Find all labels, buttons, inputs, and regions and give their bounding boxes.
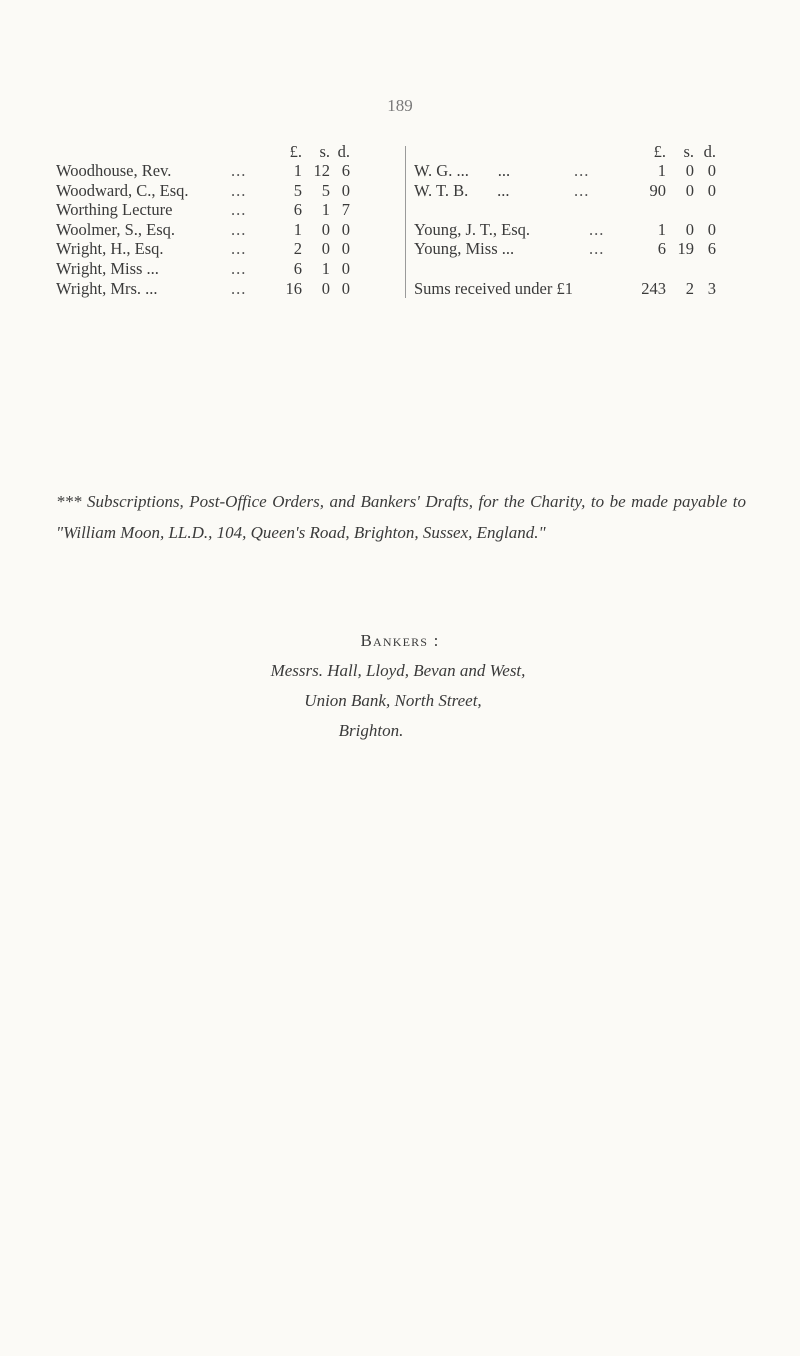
amount-shillings: 5 (321, 180, 330, 200)
column-headers (414, 143, 714, 161)
leader-dots: ... (231, 239, 247, 259)
amount-pence: 6 (707, 239, 716, 259)
amount-pounds: 1 (293, 161, 302, 180)
amount-pence: 6 (341, 161, 350, 180)
subscriber-name: Young, J. T., Esq. (414, 219, 530, 239)
amount-pence: 3 (707, 278, 716, 298)
amount-shillings: 0 (685, 180, 694, 200)
pounds-header: £. (289, 142, 302, 161)
amount-pence: 7 (341, 200, 350, 220)
subscriber-name: W. G. ... ... (414, 161, 511, 180)
list-item (56, 220, 394, 240)
amount-pounds: 1 (657, 219, 666, 239)
list-item (56, 200, 394, 220)
amount-pounds: 2 (293, 239, 302, 259)
list-item (414, 259, 714, 279)
amount-pence: 0 (341, 239, 350, 259)
bankers-line: Messrs. Hall, Lloyd, Bevan and West, (270, 661, 526, 680)
subscriber-name: Woolmer, S., Esq. (56, 219, 176, 239)
subscriber-name: Young, Miss ... (414, 239, 515, 259)
list-item (56, 181, 394, 201)
leader-dots: ... (589, 239, 605, 259)
amount-pounds: 243 (641, 278, 666, 298)
pounds-header: £. (653, 142, 666, 161)
subscription-list-right (405, 142, 716, 298)
subscription-list-left (56, 143, 394, 298)
subscriber-name: Sums received under £1 (414, 278, 573, 298)
bankers-line: Brighton. (338, 721, 404, 740)
bankers-title: Bankers : (360, 631, 440, 650)
list-item (56, 259, 394, 279)
amount-shillings: 0 (321, 239, 330, 259)
amount-shillings: 12 (313, 161, 330, 180)
amount-shillings: 0 (321, 219, 330, 239)
amount-pounds: 6 (657, 239, 666, 259)
amount-pounds: 6 (293, 200, 302, 220)
sums-total-row (414, 279, 714, 299)
amount-shillings: 1 (321, 258, 330, 278)
amount-pence: 0 (707, 161, 716, 180)
amount-pounds: 1 (657, 161, 666, 180)
list-item (414, 220, 714, 240)
amount-pounds: 16 (285, 278, 302, 298)
subscriber-name: Wright, Mrs. ... (56, 278, 158, 298)
shillings-header: s. (319, 142, 330, 161)
list-item (56, 279, 394, 299)
leader-dots: ... (589, 219, 605, 239)
subscriber-name: Worthing Lecture (56, 200, 173, 220)
subscriber-name: Wright, Miss ... (56, 258, 159, 278)
payment-notice: *** Subscriptions, Post-Office Orders, and Bankers' Drafts, for the Charity, to be made payable to "William Moon, LL.D., 104, Queen's Road, Brighton, Sussex, England." (56, 492, 746, 542)
leader-dots: ... (574, 161, 590, 180)
amount-pence: 0 (707, 180, 716, 200)
pence-header: d. (703, 142, 716, 161)
leader-dots: ... (231, 161, 247, 180)
bankers-line: Union Bank, North Street, (304, 691, 482, 710)
list-item (56, 239, 394, 259)
amount-pounds: 6 (293, 258, 302, 278)
amount-shillings: 0 (685, 161, 694, 180)
amount-pence: 0 (341, 258, 350, 278)
amount-pounds: 90 (649, 180, 666, 200)
amount-shillings: 0 (321, 278, 330, 298)
leader-dots: ... (231, 278, 247, 298)
amount-shillings: 2 (685, 278, 694, 298)
shillings-header: s. (683, 142, 694, 161)
amount-pounds: 5 (293, 180, 302, 200)
bankers-block (0, 626, 800, 746)
amount-pence: 0 (341, 219, 350, 239)
leader-dots: ... (574, 180, 590, 200)
subscriber-name: Woodhouse, Rev. (56, 161, 172, 180)
list-item (414, 200, 714, 220)
column-headers (56, 143, 394, 161)
subscriber-name: W. T. B. ... (414, 180, 510, 200)
leader-dots: ... (231, 258, 247, 278)
amount-pence: 0 (341, 180, 350, 200)
amount-shillings: 0 (685, 219, 694, 239)
amount-pounds: 1 (293, 219, 302, 239)
leader-dots: ... (231, 180, 247, 200)
leader-dots: ... (231, 219, 247, 239)
list-item (414, 239, 714, 259)
leader-dots: ... (231, 200, 247, 220)
amount-pence: 0 (707, 219, 716, 239)
pence-header: d. (337, 142, 350, 161)
subscriber-name: Woodward, C., Esq. (56, 180, 189, 200)
amount-pence: 0 (341, 278, 350, 298)
list-item (414, 161, 714, 181)
list-item (56, 161, 394, 181)
subscriber-name: Wright, H., Esq. (56, 239, 164, 259)
list-item (414, 181, 714, 201)
amount-shillings: 19 (677, 239, 694, 259)
page-number: 189 (387, 96, 413, 115)
amount-shillings: 1 (321, 200, 330, 220)
